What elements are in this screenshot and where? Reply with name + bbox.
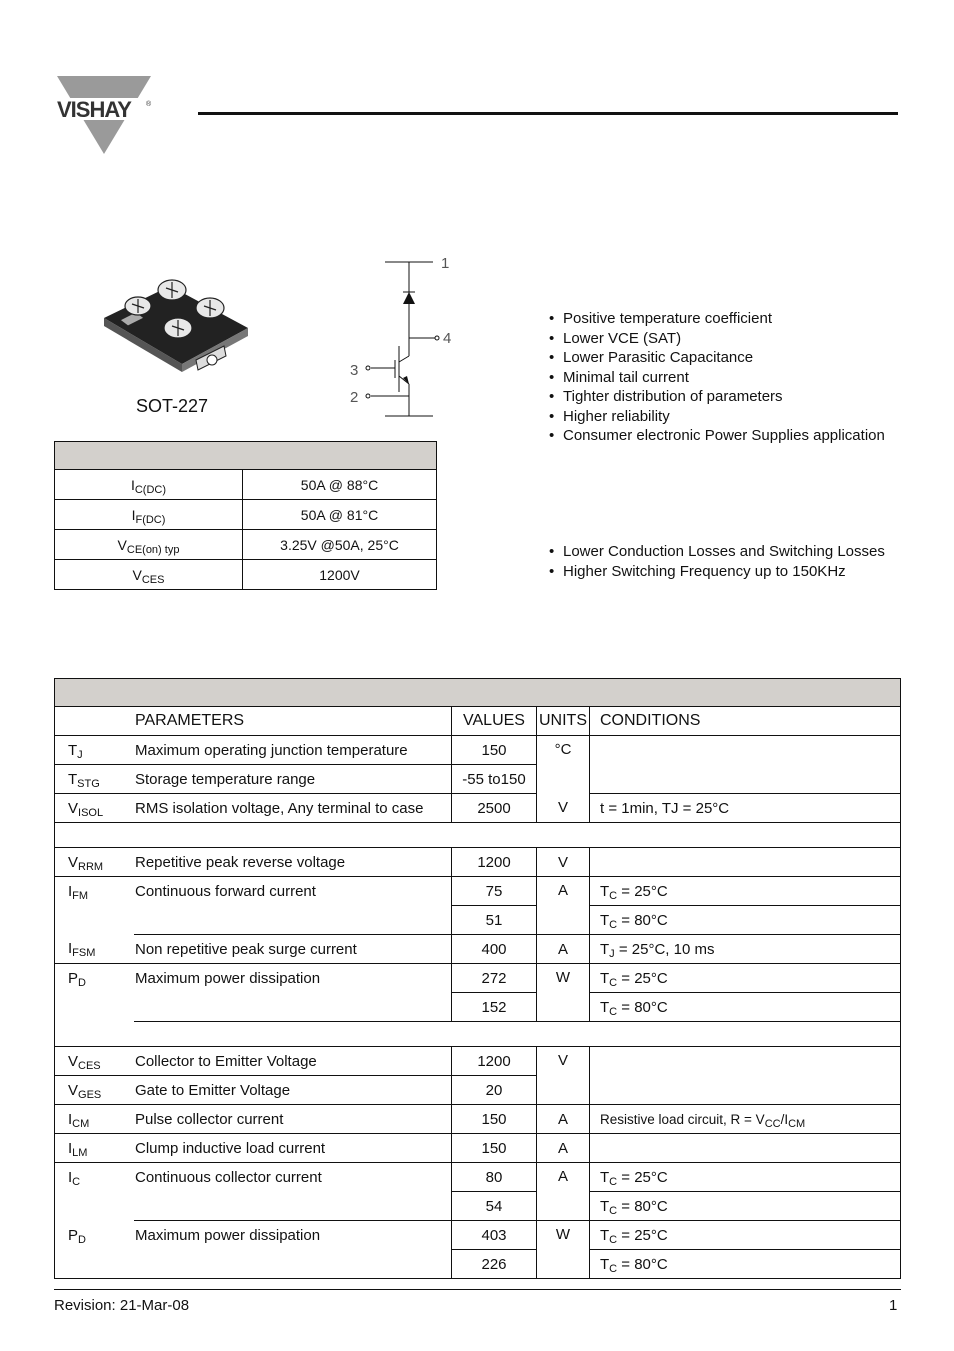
table-row: $I_{FSM}$ Non repetitive peak surge current 400 A $T_J = 25^\circ C$, 10 ms	[55, 935, 901, 964]
table-row: $I_{FM}$ Continuous forward current 75 A $T_C = 25^\circ C$	[55, 877, 901, 906]
section-divider	[55, 1022, 901, 1047]
list-item: • Higher reliability	[549, 407, 885, 427]
list-item: • Tighter distribution of parameters	[549, 387, 885, 407]
spec-value: 3.25V @50A, 25°C	[243, 530, 437, 560]
col-conditions: CONDITIONS	[590, 707, 901, 736]
spec-symbol: I	[131, 506, 136, 523]
col-units: UNITS	[537, 707, 590, 736]
table-row: $P_D$ Maximum power dissipation 403 W $T_C = 25^\circ C$	[55, 1221, 901, 1250]
pin-1-label: 1	[441, 255, 450, 272]
table-row: $V_{CES}$ 1200V	[55, 560, 437, 590]
spec-symbol: V	[117, 536, 127, 553]
spec-value: 50A @ 81°C	[243, 500, 437, 530]
igbt-circuit-symbol	[345, 252, 465, 422]
table-row: $I_{F(DC)}$ 50A @ 81°C	[55, 500, 437, 530]
table-row: $P_D$ Maximum power dissipation 272 W $T_C = 25^\circ C$	[55, 964, 901, 993]
table-row: $I_{LM}$ Clump inductive load current 150 A	[55, 1134, 901, 1163]
page-number: 1	[889, 1297, 898, 1314]
section-divider	[55, 823, 901, 848]
list-item: • Higher Switching Frequency up to 150KHz	[549, 562, 885, 582]
table-row: 226 $T_C = 80^\circ C$	[55, 1250, 901, 1279]
list-item: • Consumer electronic Power Supplies application	[549, 426, 885, 446]
table-row: $I_{CM}$ Pulse collector current 150 A Resistive load circuit, $R = V_{CC}/I_{CM}$	[55, 1105, 901, 1134]
table-row: 54 $T_C = 80^\circ C$	[55, 1192, 901, 1221]
table-row: $T_J$ Maximum operating junction temperature 150 °C	[55, 736, 901, 765]
vishay-logo	[57, 76, 153, 156]
table-row: $T_{STG}$ Storage temperature range -55 to150	[55, 765, 901, 794]
list-item: • Lower Parasitic Capacitance	[549, 348, 885, 368]
table-row: $I_{C(DC)}$ 50A @ 88°C	[55, 470, 437, 500]
pin-3-label: 3	[350, 362, 359, 379]
features-list	[549, 309, 885, 446]
list-item: • Lower Conduction Losses and Switching Losses	[549, 542, 885, 562]
sot227-package-image	[100, 268, 252, 380]
absolute-ratings-table	[54, 678, 901, 1279]
pin-2-label: 2	[350, 389, 359, 406]
table-row: 152 $T_C = 80^\circ C$	[55, 993, 901, 1022]
list-item: • Minimal tail current	[549, 368, 885, 388]
spec-value: 50A @ 88°C	[243, 470, 437, 500]
spec-value: 1200V	[243, 560, 437, 590]
benefits-list	[549, 542, 885, 581]
logo-text: VISHAY	[57, 97, 131, 122]
ratings-banner	[55, 679, 901, 707]
spec-symbol: V	[132, 566, 142, 583]
key-spec-table	[54, 441, 437, 590]
table-header-row	[55, 707, 901, 736]
col-parameters: PARAMETERS	[134, 707, 452, 736]
header-rule	[198, 112, 898, 115]
table-row: $V_{CES}$ Collector to Emitter Voltage 1200 V	[55, 1047, 901, 1076]
table-row: $V_{ISOL}$ RMS isolation voltage, Any terminal to case 2500 V t = 1min, TJ = 25°C	[55, 794, 901, 823]
spec-header	[55, 442, 437, 470]
list-item: • Lower VCE (SAT)	[549, 329, 885, 349]
pin-4-label: 4	[443, 330, 452, 347]
revision-date: Revision: 21-Mar-08	[54, 1297, 190, 1314]
registered-mark: ®	[146, 101, 152, 108]
table-row: 51 $T_C = 80^\circ C$	[55, 906, 901, 935]
footer-rule	[54, 1289, 901, 1290]
table-row: $I_C$ Continuous collector current 80 A $T_C = 25^\circ C$	[55, 1163, 901, 1192]
spec-symbol: I	[130, 476, 135, 493]
table-row: $V_{GES}$ Gate to Emitter Voltage 20	[55, 1076, 901, 1105]
list-item: • Positive temperature coefficient	[549, 309, 885, 329]
col-values: VALUES	[452, 707, 537, 736]
package-label: SOT-227	[136, 396, 209, 416]
table-row: $V_{CE(on) typ}$ 3.25V @50A, 25°C	[55, 530, 437, 560]
table-row: $V_{RRM}$ Repetitive peak reverse voltage 1200 V	[55, 848, 901, 877]
